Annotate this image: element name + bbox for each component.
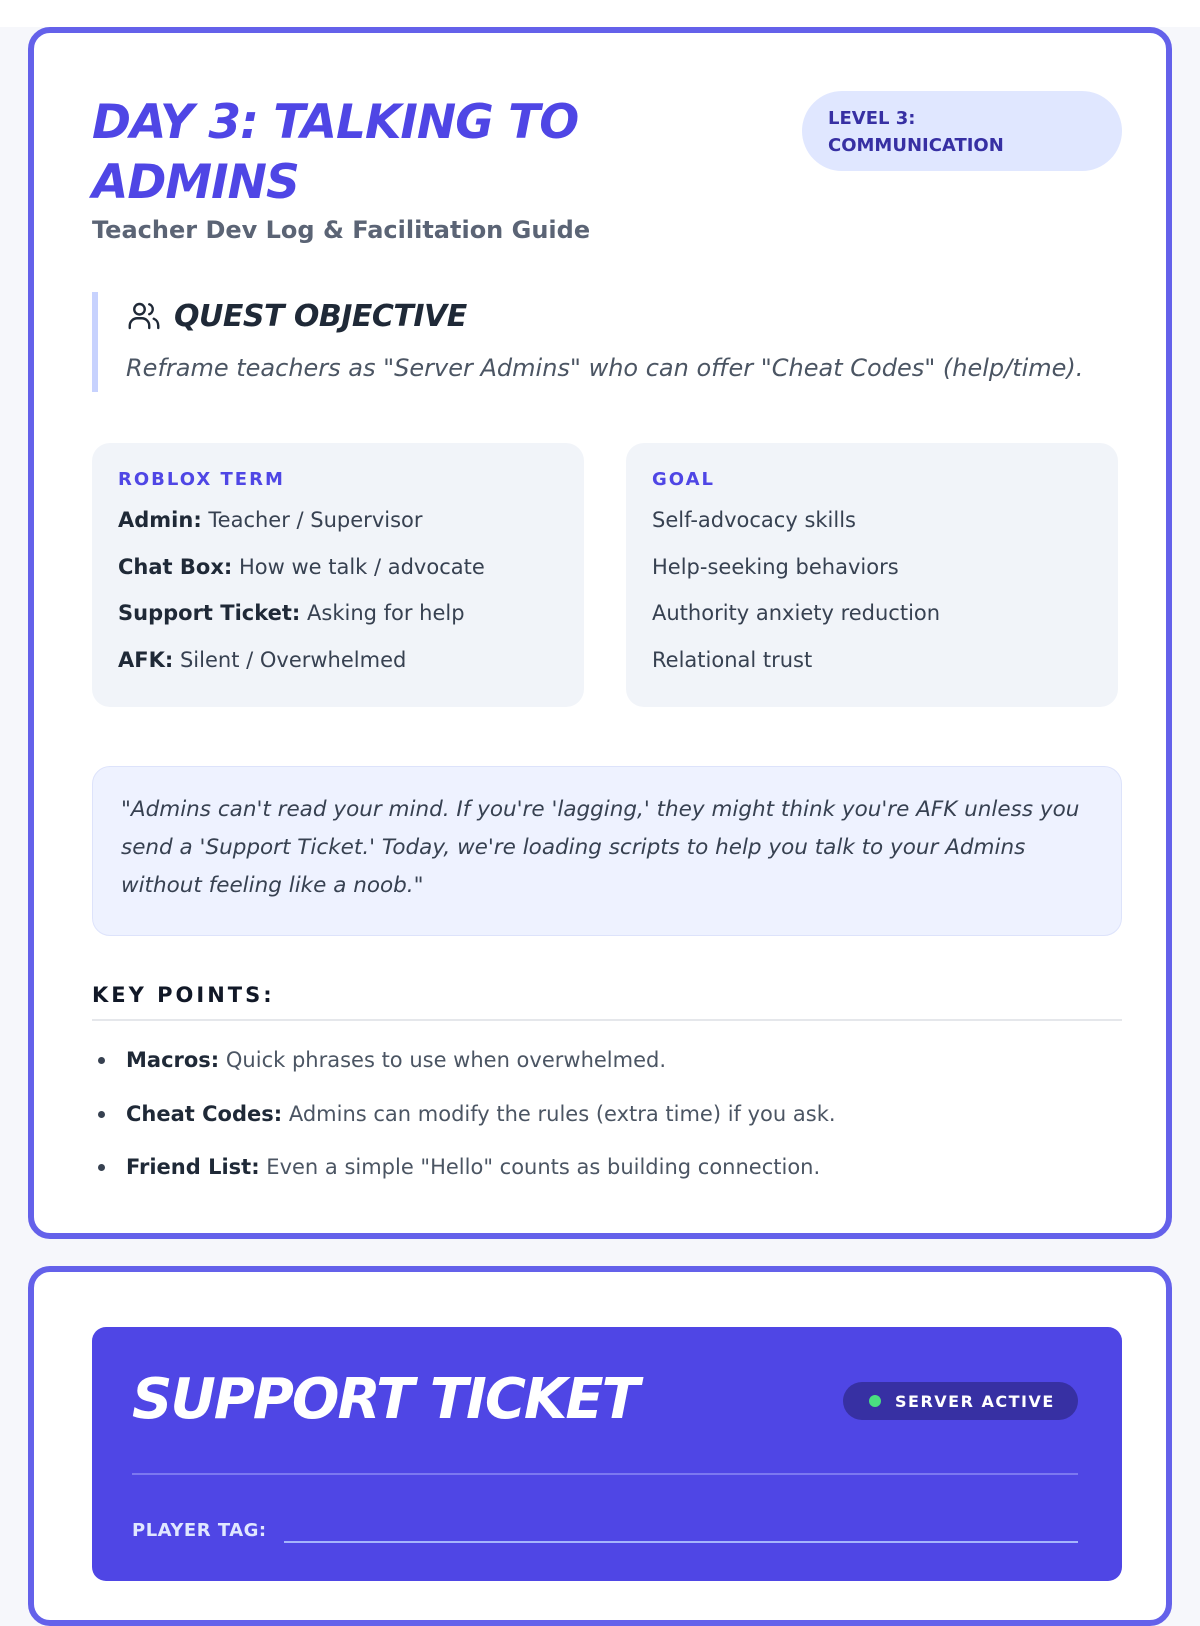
goal-item: Relational trust — [652, 647, 813, 672]
users-icon — [126, 298, 162, 334]
term-row — [118, 551, 558, 598]
key-point-item — [92, 1152, 1122, 1206]
status-dot-icon — [869, 1395, 881, 1407]
ticket-title: SUPPORT TICKET — [132, 1367, 638, 1432]
term-definition: Teacher / Supervisor — [208, 508, 423, 532]
key-points-heading: KEY POINTS: — [92, 983, 1122, 1021]
term-row — [118, 504, 558, 551]
goal-heading: GOAL — [652, 469, 715, 490]
term-definition: Silent / Overwhelmed — [179, 647, 407, 672]
key-point-text: Admins can modify the rules (extra time) if you ask. — [288, 1101, 836, 1126]
key-point-text: Quick phrases to use when overwhelmed. — [225, 1048, 667, 1072]
goal-box — [626, 443, 1118, 707]
key-point-text: Even a simple "Hello" counts as building connection. — [266, 1155, 821, 1179]
term-label: AFK: — [118, 647, 174, 672]
player-tag-field[interactable] — [284, 1541, 1078, 1543]
support-ticket-panel — [92, 1327, 1122, 1581]
term-row — [118, 597, 558, 644]
page-subtitle: Teacher Dev Log & Facilitation Guide — [92, 216, 591, 244]
term-definition: Asking for help — [307, 601, 465, 625]
page-title: DAY 3: TALKING TO ADMINS — [92, 95, 579, 210]
term-definition: How we talk / advocate — [238, 554, 485, 579]
goal-item: Self-advocacy skills — [652, 508, 856, 532]
server-status-text: SERVER ACTIVE — [895, 1391, 1055, 1411]
key-point-label: Macros: — [126, 1048, 220, 1072]
term-label: Support Ticket: — [118, 601, 301, 625]
level-badge: LEVEL 3: COMMUNICATION — [802, 91, 1122, 171]
player-tag-label: PLAYER TAG: — [132, 1520, 267, 1541]
term-label: Chat Box: — [118, 554, 233, 579]
quest-header — [126, 298, 1122, 334]
key-points-list — [92, 1045, 1122, 1206]
teacher-guide-card — [28, 27, 1172, 1239]
ticket-divider — [132, 1473, 1078, 1475]
key-point-label: Friend List: — [126, 1155, 260, 1179]
term-label: Admin: — [118, 508, 202, 532]
key-point-item — [92, 1099, 1122, 1153]
roblox-term-box — [92, 443, 584, 707]
term-row — [118, 644, 558, 691]
quest-objective — [92, 292, 1122, 392]
top-strip — [0, 0, 1200, 27]
server-status-badge — [843, 1382, 1078, 1420]
roblox-term-heading: ROBLOX TERM — [118, 469, 285, 490]
support-ticket-card — [28, 1266, 1172, 1626]
key-point-item — [92, 1045, 1122, 1099]
quest-text: Reframe teachers as "Server Admins" who can offer "Cheat Codes" (help/time). — [126, 354, 1084, 382]
goal-item: Help-seeking behaviors — [652, 554, 899, 579]
key-point-label: Cheat Codes: — [126, 1101, 283, 1126]
facilitator-quote: "Admins can't read your mind. If you're 'lagging,' they might think you're AFK unless you send a 'Support Ticket.' Today, we're loading scripts to help you talk to your Admins without feeling like a noob." — [92, 766, 1122, 936]
quest-title: QUEST OBJECTIVE — [174, 298, 467, 334]
goal-item: Authority anxiety reduction — [652, 601, 941, 625]
